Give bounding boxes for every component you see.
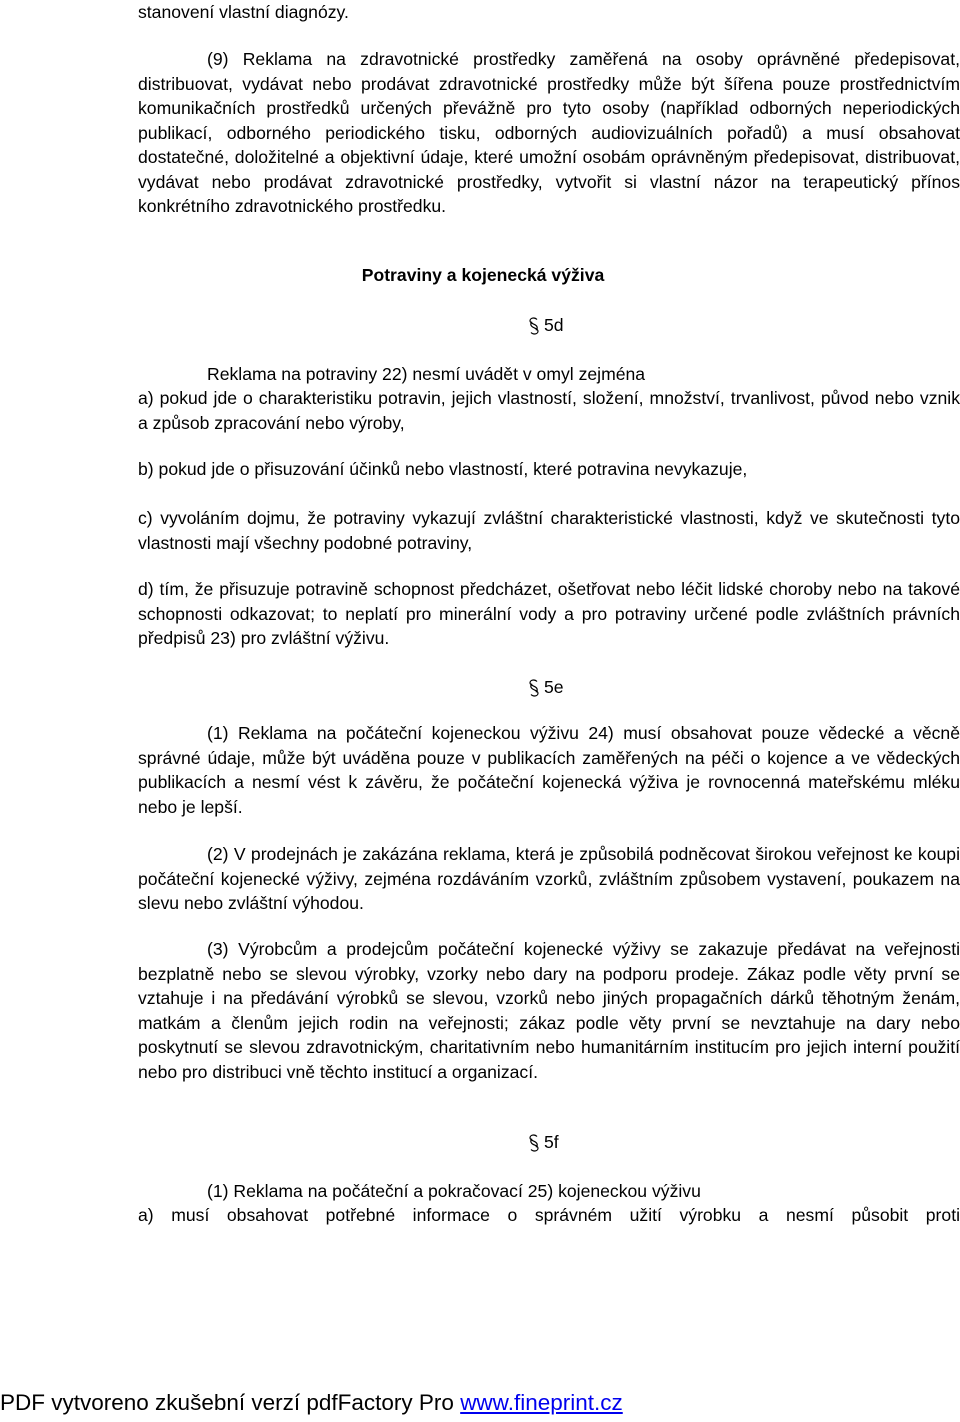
section-5f (527, 1130, 559, 1154)
food-item-a: a) pokud jde o charakteristiku potravin, jejich vlastností, složení, množství, trvanlivost, původ nebo vznik a způsob zpracování nebo výroby, (138, 388, 960, 433)
paragraph-5e-3: (3) Výrobcům a prodejcům počáteční kojenecké výživy se zakazuje předávat na veřejnosti bezplatně nebo se slevou výrobky, vzorky nebo dary na podporu prodeje. Zákaz podle věty první se vztahuje i na předávání výrobků se slevou, vzorků nebo jiných propagačních dárků těhotným ženám, matkám a členům jejich rodin na veřejnosti; zákaz podle věty první se nevztahuje na dary nebo poskytnutí se slevou zdravotnickým, charitativním nebo humanitárním institucím pro jejich interní použití nebo pro distribuci vně těchto institucí a organizací. (138, 939, 960, 1082)
section-sign-icon (527, 675, 544, 699)
section-number: 5d (544, 315, 564, 335)
section-5e (527, 675, 564, 699)
food-item-c: c) vyvoláním dojmu, že potraviny vykazují zvláštní charakteristické vlastnosti, když ve skutečnosti tyto vlastnosti mají všechny podobné potraviny, (138, 508, 960, 553)
paragraph-5f-a: a) musí obsahovat potřebné informace o správném užití výrobku a nesmí působit proti (138, 1205, 960, 1225)
paragraph-5f-1: (1) Reklama na počáteční a pokračovací 25) kojeneckou výživu (207, 1181, 701, 1201)
section-number: 5f (544, 1132, 559, 1152)
section-5d (527, 313, 564, 337)
fineprint-link[interactable]: www.fineprint.cz (460, 1390, 623, 1415)
heading-food: Potraviny a kojenecká výživa (361, 265, 605, 285)
section-sign-icon (527, 313, 544, 337)
paragraph-5e-1: (1) Reklama na počáteční kojeneckou výživu 24) musí obsahovat pouze vědecké a věcně správné údaje, může být uváděna pouze v publikacích zaměřených na péči o kojence a ve vědeckých publikacích a nesmí vést k závěru, že počáteční kojenecká výživa je rovnocenná mateřskému mléku nebo je lepší. (138, 723, 960, 817)
section-sign-icon (527, 1130, 544, 1154)
food-item-d: d) tím, že přisuzuje potravině schopnost předcházet, ošetřovat nebo léčit lidské choroby nebo na takové schopnosti odkazovat; to neplatí pro minerální vody a pro potraviny určené podle zvláštních právních předpisů 23) pro zvláštní výživu. (138, 579, 960, 648)
section-number: 5e (544, 677, 564, 697)
food-intro: Reklama na potraviny 22) nesmí uvádět v omyl zejména (207, 364, 646, 384)
pdf-footer (0, 1388, 623, 1418)
paragraph-9: (9) Reklama na zdravotnické prostředky zaměřená na osoby oprávněné předepisovat, distribuovat, vydávat nebo prodávat zdravotnické prostředky může být šířena pouze prostřednictvím komunikačních prostředků určených převážně pro tyto osoby (například odborných neperiodických publikací, odborného periodického tisku, odborných audiovizuálních pořadů) a musí obsahovat dostatečné, doložitelné a objektivní údaje, které umožní osobám oprávněným předepisovat, distribuovat, vydávat nebo prodávat zdravotnické prostředky, vytvořit si vlastní názor na terapeutický přínos konkrétního zdravotnického prostředku. (138, 49, 960, 216)
food-item-b: b) pokud jde o přisuzování účinků nebo vlastností, které potravina nevykazuje, (138, 459, 748, 479)
paragraph-5e-2: (2) V prodejnách je zakázána reklama, která je způsobilá podněcovat širokou veřejnost ke koupi počáteční kojenecké výživy, zejména rozdáváním vzorků, zvláštním způsobem vystavení, poukazem na slevu nebo zvláštní výhodou. (138, 844, 960, 913)
footer-text: PDF vytvoreno zkušební verzí pdfFactory Pro (0, 1390, 461, 1415)
paragraph-fragment: stanovení vlastní diagnózy. (138, 2, 349, 22)
